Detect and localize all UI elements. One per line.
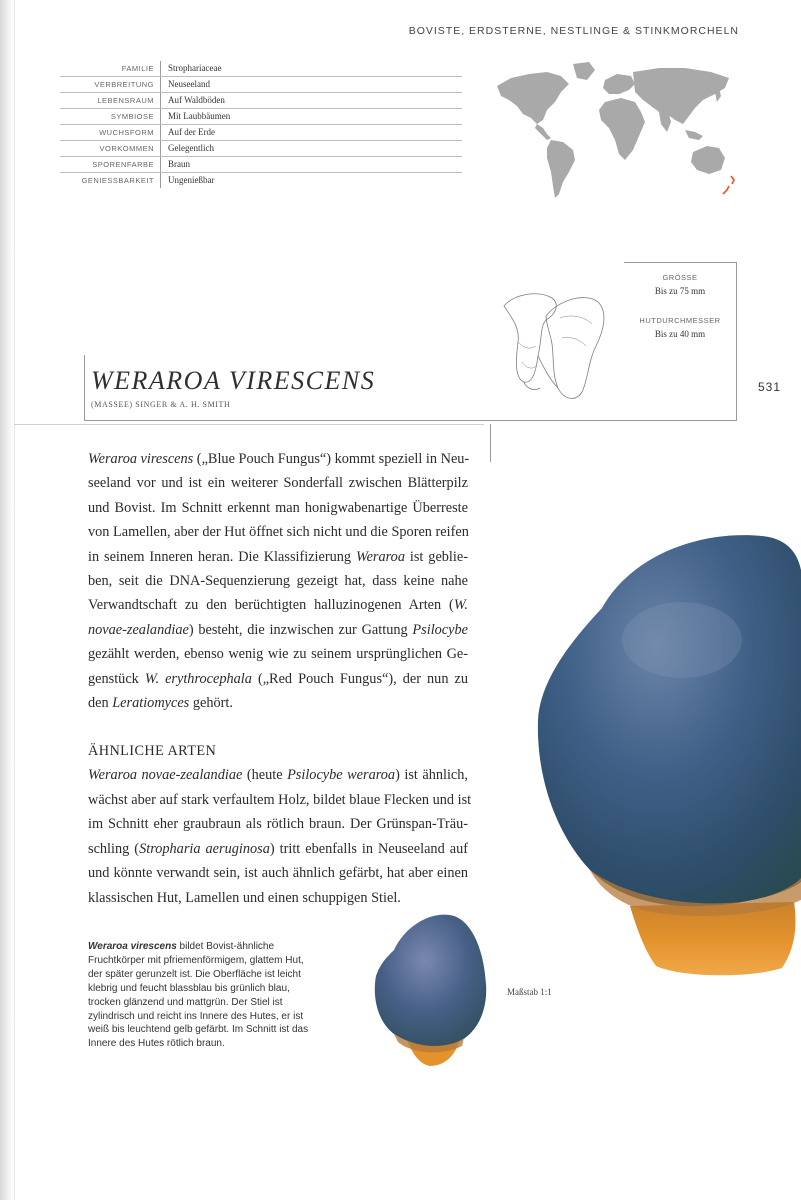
genus-name: Leratiomyces [112,695,190,712]
text-line: und könnte verwandt sein, ist auch ähnlich gefärbt, hat aber einen [88,865,468,882]
species-authority: (MASSEE) SINGER & A. H. SMITH [91,400,231,409]
fact-label: WUCHSFORM [60,125,161,140]
text-line: im Schnitt eher graubraun als rötlich braun. Der Grünspan-Träu- [88,816,468,833]
text-run: ) tritt ebenfalls in Neuseeland auf [269,840,468,857]
description-paragraph [88,447,468,715]
fungus-photo-large [532,530,801,978]
cap-diameter-value: Bis zu 40 mm [654,329,706,339]
text-line [88,837,468,861]
text-line [88,763,468,787]
caption-line: klebrig und feucht blassblau bis grünlich blau, [88,982,290,994]
caption-line: zylindrisch und reicht ins Innere des Hutes, er ist [88,1010,304,1022]
species-name: W. [453,597,468,614]
species-title: WERAROA VIRESCENS [91,366,376,395]
genus-name: Psilocybe [412,621,468,638]
species-name: W. erythrocephala [144,670,252,687]
text-run: gehört. [189,695,233,712]
caption-line: weiß bis leuchtend gelb gefärbt. Im Schnitt ist das [88,1024,309,1036]
book-gutter-shadow [0,0,14,1200]
fact-label: VORKOMMEN [60,141,161,156]
north-america-shape [497,72,569,124]
caption-species-name: Weraroa virescens [88,941,177,952]
fact-label: GENIESSBARKEIT [60,173,161,188]
size-panel [624,262,737,353]
fact-value: Neuseeland [168,79,210,89]
text-run: Verwandtschaft zu den berüchtigten halluzinogenen Arten ( [88,597,454,614]
indonesia-shape [685,130,703,140]
text-run: ) besteht, die inzwischen zur Gattung [188,621,413,638]
world-distribution-map [489,58,739,208]
text-line [88,618,468,642]
genus-name: Weraroa [355,548,405,565]
fact-label: SPORENFARBE [60,157,161,172]
fact-table [60,61,462,188]
vertical-rule [490,424,491,462]
text-run: („Red Pouch Fungus“), der nun zu [251,670,469,687]
text-run: schling ( [88,840,140,857]
title-box-border [736,350,737,421]
new-zealand-range-marker [723,176,734,194]
south-america-shape [547,140,575,198]
cap-diameter-label: HUTDURCHMESSER [639,316,721,325]
species-name: Weraroa virescens [88,451,194,467]
text-line [88,447,468,471]
greenland-shape [573,62,595,80]
fact-label: SYMBIOSE [60,109,161,124]
central-america-shape [535,124,551,140]
fact-value: Mit Laubbäumen [168,111,231,121]
text-run: („Blue Pouch Fungus“) kommt speziell in Neu- [193,451,470,467]
text-line [88,691,468,715]
europe-shape [603,74,635,94]
text-line: gezählt werden, ebenso wenig wie zu seinem ursprünglichen Ge- [88,646,468,663]
fact-value: Braun [168,159,190,169]
similar-species-heading: ÄHNLICHE ARTEN [88,743,217,760]
fact-label: FAMILIE [60,61,161,76]
running-head: BOVISTE, ERDSTERNE, NESTLINGE & STINKMORCHELN [408,25,739,37]
fact-row-wuchsform [60,125,462,141]
fact-value: Auf der Erde [168,127,215,137]
size-label: GRÖSSE [662,273,698,282]
fact-row-vorkommen [60,141,462,157]
text-line: klassischen Hut, Lamellen und einen schuppigen Stiel. [88,889,401,906]
fact-row-sporenfarbe [60,157,462,173]
fact-row-verbreitung [60,77,462,93]
text-run: ) ist ähnlich, [395,767,469,784]
caption-line: Fruchtkörper mit pfriemenförmigem, glattem Hut, [88,954,304,966]
divider-rule [14,424,484,425]
size-value: Bis zu 75 mm [654,286,706,296]
text-line: wächst aber auf stark verfaultem Holz, bildet blaue Flecken und ist [88,791,472,808]
scale-note: Maßstab 1:1 [507,987,552,997]
australia-shape [691,146,725,174]
text-line [88,667,468,691]
fact-row-symbiose [60,109,462,125]
caption-line: bildet Bovist-ähnliche [176,941,275,952]
species-name: Psilocybe weraroa [287,767,396,784]
text-run: den [88,695,113,712]
caption-line: der später gerunzelt ist. Die Oberfläche ist leicht [88,968,301,980]
fact-label: LEBENSRAUM [60,93,161,108]
fact-label: VERBREITUNG [60,77,161,92]
fact-value: Auf Waldböden [168,95,225,105]
text-line [88,545,468,569]
page-number: 531 [758,380,782,394]
fact-value: Strophariaceae [168,63,222,73]
africa-shape [599,98,645,160]
species-name: novae-zealandiae [88,621,189,638]
gutter-line [14,0,15,1200]
caption-line: trocken glänzend und mattgrün. Der Stiel ist [88,996,283,1008]
fact-value: Gelegentlich [168,143,214,153]
text-line: von Lamellen, aber der Hut öffnet sich nicht und die Sporen reifen [88,524,469,541]
text-run: ist geblie- [404,548,468,565]
text-run: (heute [242,767,288,784]
asia-shape [633,68,729,124]
india-shape [659,112,671,132]
similar-species-paragraph [88,763,472,909]
species-name: Stropharia aeruginosa [139,840,270,857]
text-line: seeland vor und ist ein weiterer Sonderfall zwischen Blätterpilz [88,475,468,492]
body-text [88,447,472,910]
fact-row-lebensraum [60,93,462,109]
fact-row-geniessbarkeit [60,173,462,188]
fact-row-familie [60,61,462,77]
text-run: genstück [88,670,145,687]
fungus-photo-small [372,910,490,1070]
caption-line: Innere des Hutes rötlich braun. [88,1038,225,1050]
title-box [84,355,736,421]
fact-value: Ungenießbar [168,175,215,185]
photo-caption [88,940,338,1051]
text-run: in seinem Inneren heran. Die Klassifizierung [88,548,356,565]
text-line [88,593,468,617]
text-line: ben, seit die DNA-Sequenzierung gezeigt hat, dass keine nahe [88,573,468,590]
text-line: und Bovist. Im Schnitt erkennt man honigwabenartige Überreste [88,499,468,516]
species-name: Weraroa novae-zealandiae [88,767,243,784]
